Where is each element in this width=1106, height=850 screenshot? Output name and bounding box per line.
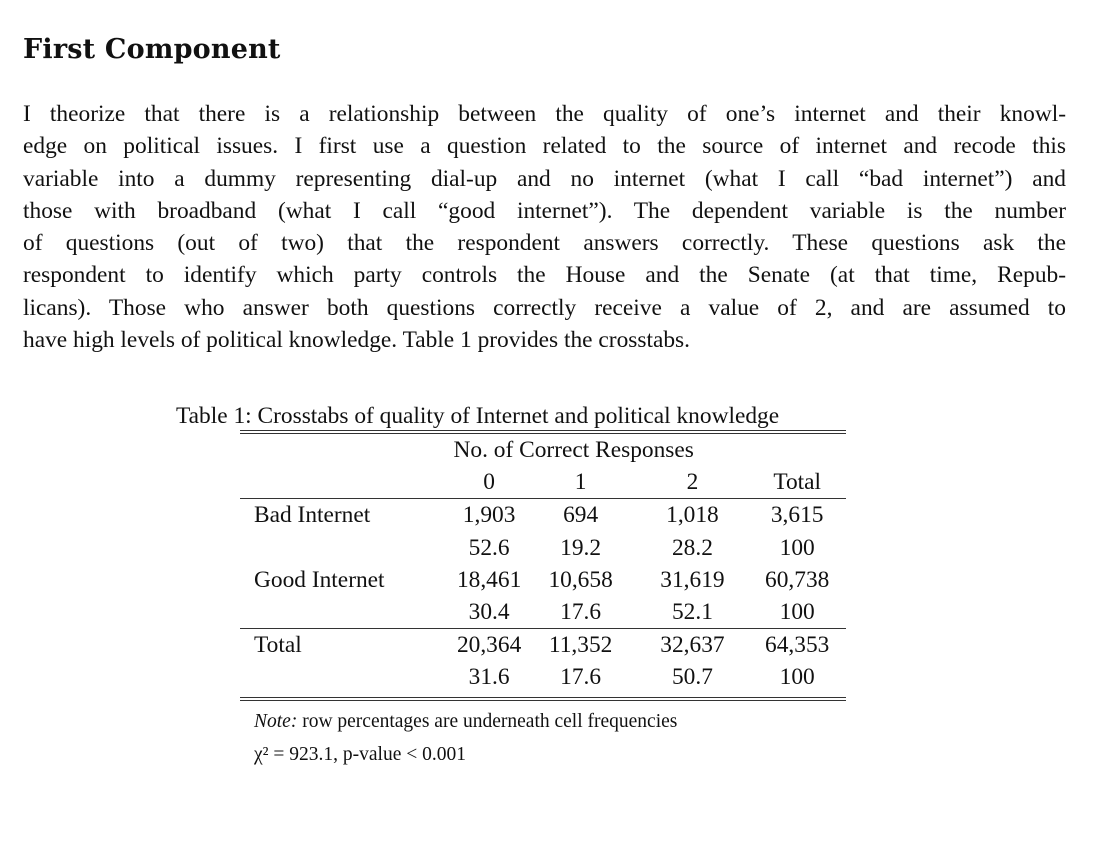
paragraph-line: I theorize that there is a relationship between the quality of one’s internet and their knowl- <box>23 101 1066 127</box>
cell-percentage: 31.6 <box>468 664 510 691</box>
cell-frequency: 3,615 <box>748 499 846 532</box>
column-header: 0 <box>483 469 495 496</box>
note-text: row percentages are underneath cell frequencies <box>297 711 678 732</box>
table-row <box>240 564 846 596</box>
paragraph-line: of questions (out of two) that the respondent answers correctly. These questions ask the <box>23 230 1066 257</box>
table-bottom-rule <box>240 700 846 701</box>
span-header: No. of Correct Responses <box>453 437 694 463</box>
table-notes <box>240 697 846 771</box>
cell-frequency: 694 <box>525 499 637 532</box>
chi-squared-stat: χ² = 923.1, p-value < 0.001 <box>254 744 466 765</box>
note-label: Note: <box>254 711 298 732</box>
cell-frequency: 20,364 <box>454 629 525 662</box>
row-label: Total <box>240 629 454 662</box>
cell-percentage: 52.6 <box>468 534 510 561</box>
column-header: 1 <box>574 469 587 496</box>
cell-percentage: 100 <box>779 599 815 626</box>
row-label: Bad Internet <box>240 499 454 532</box>
cell-frequency: 64,353 <box>748 629 846 662</box>
paragraph-line: have high levels of political knowledge. Table 1 provides the crosstabs. <box>23 327 690 354</box>
cell-frequency: 60,738 <box>765 566 830 593</box>
column-header-row <box>240 466 846 499</box>
table-row <box>240 596 846 629</box>
cell-frequency: 10,658 <box>548 566 613 593</box>
cell-percentage: 52.1 <box>671 599 713 626</box>
table-row <box>240 661 846 693</box>
table-row <box>240 499 846 532</box>
paragraph-line: edge on political issues. I first use a question related to the source of internet and recode this <box>23 133 1066 160</box>
cell-percentage: 100 <box>779 664 815 691</box>
paragraph-line: variable into a dummy representing dial-up and no internet (what I call “bad internet”) and <box>23 165 1066 192</box>
cell-frequency: 1,903 <box>454 499 525 532</box>
cell-frequency: 32,637 <box>637 629 749 662</box>
cell-frequency: 31,619 <box>660 566 725 593</box>
cell-percentage: 17.6 <box>560 599 602 626</box>
table-note <box>240 705 846 738</box>
cell-percentage: 28.2 <box>671 534 713 561</box>
crosstab-table <box>240 430 846 694</box>
column-header: Total <box>773 469 822 496</box>
cell-percentage: 100 <box>779 534 815 561</box>
cell-percentage: 50.7 <box>671 664 713 691</box>
cell-frequency: 18,461 <box>456 566 522 593</box>
table-caption: Table 1: Crosstabs of quality of Internet and political knowledge <box>176 403 780 429</box>
cell-frequency: 11,352 <box>525 629 637 662</box>
cell-percentage: 30.4 <box>468 599 510 626</box>
cell-frequency: 1,018 <box>637 499 749 532</box>
crosstab-grid <box>240 434 846 694</box>
table-row <box>240 532 846 564</box>
cell-percentage: 19.2 <box>560 534 602 561</box>
paragraph-line: respondent to identify which party controls the House and the Senate (at that time, Repub- <box>23 262 1066 289</box>
column-header: 2 <box>686 469 699 496</box>
section-title: First Component <box>23 34 281 65</box>
cell-percentage: 17.6 <box>560 664 602 691</box>
table-row <box>240 629 846 662</box>
row-label: Good Internet <box>254 566 385 593</box>
paragraph-line: licans). Those who answer both questions correctly receive a value of 2, and are assumed to <box>23 294 1066 321</box>
paragraph-line: those with broadband (what I call “good internet”). The dependent variable is the number <box>23 197 1066 224</box>
body-paragraph <box>23 98 1066 356</box>
span-header-row <box>240 434 846 466</box>
